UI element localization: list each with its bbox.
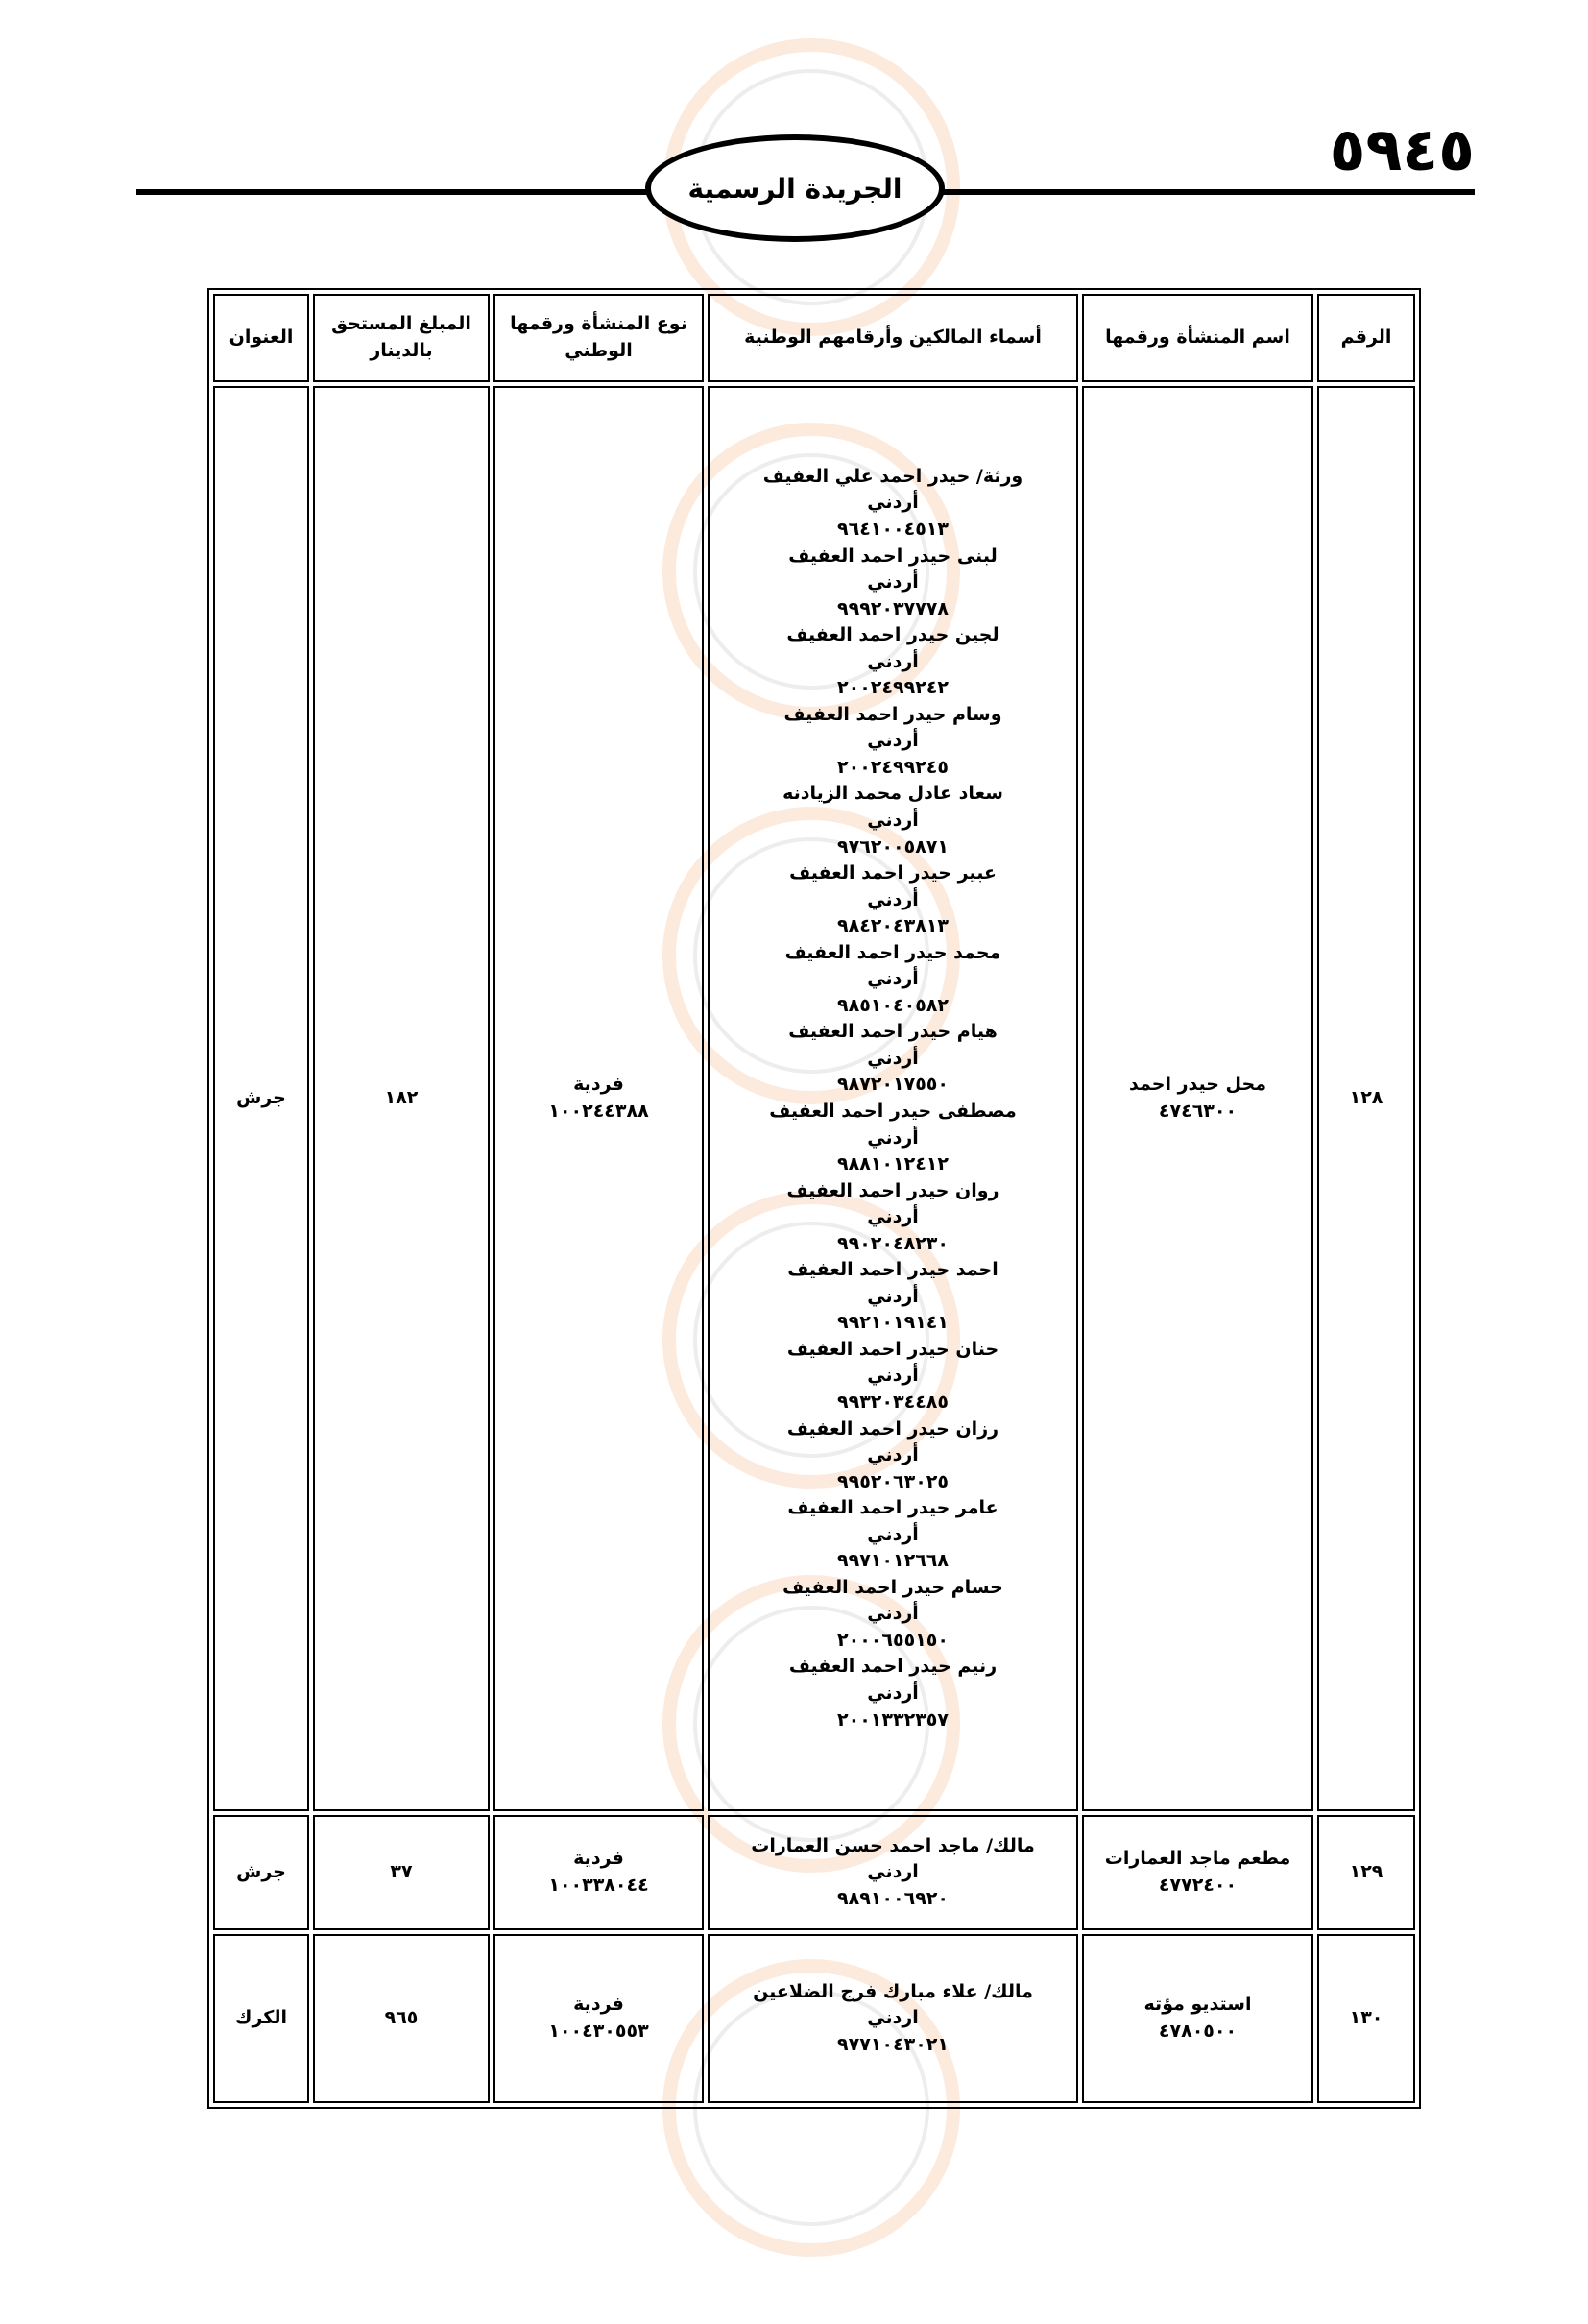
owner-entry [715, 1495, 1071, 1575]
owner-nationality: أردني [867, 1444, 919, 1466]
table-row [213, 386, 1415, 1811]
owner-national-id: ٩٨٥١٠٤٠٥٨٢ [837, 994, 949, 1016]
owner-name: حنان حيدر احمد العفيف [786, 1338, 999, 1360]
owner-national-id: ٩٧٧١٠٤٣٠٢١ [837, 2033, 949, 2055]
owner-entry [715, 1257, 1071, 1337]
owner-name: مالك/ علاء مبارك فرج الضلاعين [753, 1980, 1033, 2002]
owner-nationality: أردني [867, 1682, 919, 1705]
owner-national-id: ٩٦٤١٠٠٤٥١٣ [837, 518, 949, 540]
owner-nationality: أردني [867, 492, 919, 514]
page-number: ٥٩٤٥ [1329, 114, 1475, 184]
owners-cell [708, 1815, 1078, 1930]
owner-nationality: أردني [867, 1523, 919, 1545]
owner-name: سعاد عادل محمد الزيادنه [782, 783, 1003, 805]
owner-nationality: أردني [867, 571, 919, 593]
row-number: ١٣٠ [1317, 1934, 1415, 2103]
owner-nationality: اردني [867, 2007, 919, 2029]
owner-entry [715, 1019, 1071, 1099]
amount-cell: ٣٧ [313, 1815, 490, 1930]
owner-nationality: أردني [867, 1285, 919, 1307]
column-header-type: نوع المنشأة ورقمها الوطني [493, 294, 704, 382]
establishment-name: مطعم ماجد العمارات [1104, 1848, 1291, 1870]
owner-entry [715, 1416, 1071, 1496]
owner-entry [715, 702, 1071, 782]
table-row [213, 1934, 1415, 2103]
establishment-number: ٤٧٨٠٥٠٠ [1158, 2021, 1238, 2042]
row-number: ١٢٨ [1317, 386, 1415, 1811]
column-header-address: العنوان [213, 294, 309, 382]
owner-name: رزان حيدر احمد العفيف [786, 1417, 999, 1440]
owner-name: رنيم حيدر احمد العفيف [788, 1656, 998, 1678]
owner-national-id: ٩٩٣٢٠٣٤٤٨٥ [837, 1392, 949, 1414]
owners-cell [708, 386, 1078, 1811]
type-cell [493, 1934, 704, 2103]
row-number: ١٢٩ [1317, 1815, 1415, 1930]
owner-national-id: ٩٩٥٢٠٦٣٠٢٥ [837, 1470, 949, 1492]
owner-national-id: ٢٠٠٠٦٥٥١٥٠ [837, 1629, 949, 1651]
owner-name: مصطفى حيدر احمد العفيف [769, 1101, 1017, 1122]
owner-name: لجين حيدر احمد العفيف [786, 624, 999, 646]
column-header-number: الرقم [1317, 294, 1415, 382]
table-row [213, 1815, 1415, 1930]
establishment-type: فردية [573, 1074, 624, 1096]
column-header-establishment: اسم المنشأة ورقمها [1082, 294, 1313, 382]
owner-national-id: ٩٨٧٢٠١٧٥٥٠ [837, 1074, 949, 1096]
establishment-number: ٤٧٤٦٣٠٠ [1158, 1101, 1238, 1122]
owner-national-id: ٢٠٠٢٤٩٩٢٤٥ [837, 756, 949, 778]
owner-name: حسام حيدر احمد العفيف [782, 1576, 1003, 1598]
owner-nationality: أردني [867, 968, 919, 990]
owner-nationality: أردني [867, 1126, 919, 1149]
owner-name: لبنى حيدر احمد العفيف [788, 545, 998, 567]
owner-national-id: ٩٨٨١٠١٢٤١٢ [837, 1153, 949, 1175]
establishment-name: استديو مؤته [1143, 1994, 1252, 2016]
column-header-owners: أسماء المالكين وأرقامهم الوطنية [708, 294, 1078, 382]
owner-entry [715, 1337, 1071, 1416]
establishment-cell [1082, 386, 1313, 1811]
owner-national-id: ٩٧٦٢٠٠٥٨٧١ [837, 835, 949, 858]
table-header-row [213, 294, 1415, 382]
owner-nationality: أردني [867, 1206, 919, 1228]
owner-entry [715, 1575, 1071, 1655]
owner-nationality: أردني [867, 1603, 919, 1625]
owner-national-id: ٩٩٧١٠١٢٦٦٨ [837, 1550, 949, 1572]
amount-cell: ٩٦٥ [313, 1934, 490, 2103]
owner-name: ورثة/ حيدر احمد علي العفيف [762, 465, 1023, 487]
records-table [207, 288, 1421, 2109]
owner-name: عامر حيدر احمد العفيف [787, 1497, 999, 1519]
owner-entry [715, 544, 1071, 623]
owner-name: وسام حيدر احمد العفيف [783, 703, 1002, 725]
owner-entry [715, 1979, 1071, 2059]
journal-title: الجريدة الرسمية [687, 172, 902, 205]
owner-name: روان حيدر احمد العفيف [786, 1179, 999, 1201]
owner-national-id: ٩٨٤٢٠٤٣٨١٣ [837, 915, 949, 937]
owner-nationality: أردني [867, 1365, 919, 1387]
owner-name: هيام حيدر احمد العفيف [788, 1021, 998, 1043]
owner-national-id: ٩٩٩٢٠٣٧٧٧٨ [837, 597, 949, 619]
owner-nationality: أردني [867, 888, 919, 910]
owners-cell [708, 1934, 1078, 2103]
owner-national-id: ٢٠٠٢٤٩٩٢٤٢ [837, 677, 949, 699]
establishment-cell [1082, 1934, 1313, 2103]
owner-national-id: ٩٩٢١٠١٩١٤١ [837, 1312, 949, 1334]
address-cell: جرش [213, 1815, 309, 1930]
owner-name: مالك/ ماجد احمد حسن العمارات [751, 1834, 1035, 1856]
owner-nationality: أردني [867, 650, 919, 672]
owner-nationality: أردني [867, 730, 919, 752]
owner-name: محمد حيدر احمد العفيف [784, 941, 1001, 963]
owner-entry [715, 940, 1071, 1020]
establishment-type: فردية [573, 1848, 624, 1870]
owner-name: احمد حيدر احمد العفيف [787, 1259, 999, 1281]
owner-nationality: أردني [867, 1047, 919, 1069]
owner-name: عبير حيدر احمد العفيف [789, 862, 997, 884]
owner-national-id: ٩٩٠٢٠٤٨٢٣٠ [837, 1232, 949, 1254]
type-national-number: ١٠٠٤٣٠٥٥٣ [548, 2021, 649, 2042]
owner-nationality: أردني [867, 809, 919, 831]
establishment-name: محل حيدر احمد [1129, 1074, 1266, 1096]
establishment-cell [1082, 1815, 1313, 1930]
amount-cell: ١٨٢ [313, 386, 490, 1811]
column-header-amount: المبلغ المستحق بالدينار [313, 294, 490, 382]
owner-national-id: ٢٠٠١٣٣٢٣٥٧ [837, 1708, 949, 1731]
journal-title-oval [645, 134, 945, 242]
owner-entry [715, 781, 1071, 860]
type-national-number: ١٠٠٣٣٨٠٤٤ [548, 1875, 649, 1896]
type-cell [493, 1815, 704, 1930]
owner-entry [715, 464, 1071, 544]
type-national-number: ١٠٠٢٤٤٣٨٨ [548, 1101, 649, 1122]
owner-entry [715, 622, 1071, 702]
owner-entry [715, 1099, 1071, 1178]
establishment-type: فردية [573, 1994, 624, 2016]
owner-nationality: اردني [867, 1861, 919, 1883]
address-cell: جرش [213, 386, 309, 1811]
establishment-number: ٤٧٧٢٤٠٠ [1158, 1875, 1238, 1896]
owner-entry [715, 1654, 1071, 1733]
owner-entry [715, 1833, 1071, 1913]
type-cell [493, 386, 704, 1811]
address-cell: الكرك [213, 1934, 309, 2103]
owner-entry [715, 860, 1071, 940]
owner-national-id: ٩٨٩١٠٠٦٩٢٠ [837, 1887, 949, 1909]
owner-entry [715, 1178, 1071, 1258]
